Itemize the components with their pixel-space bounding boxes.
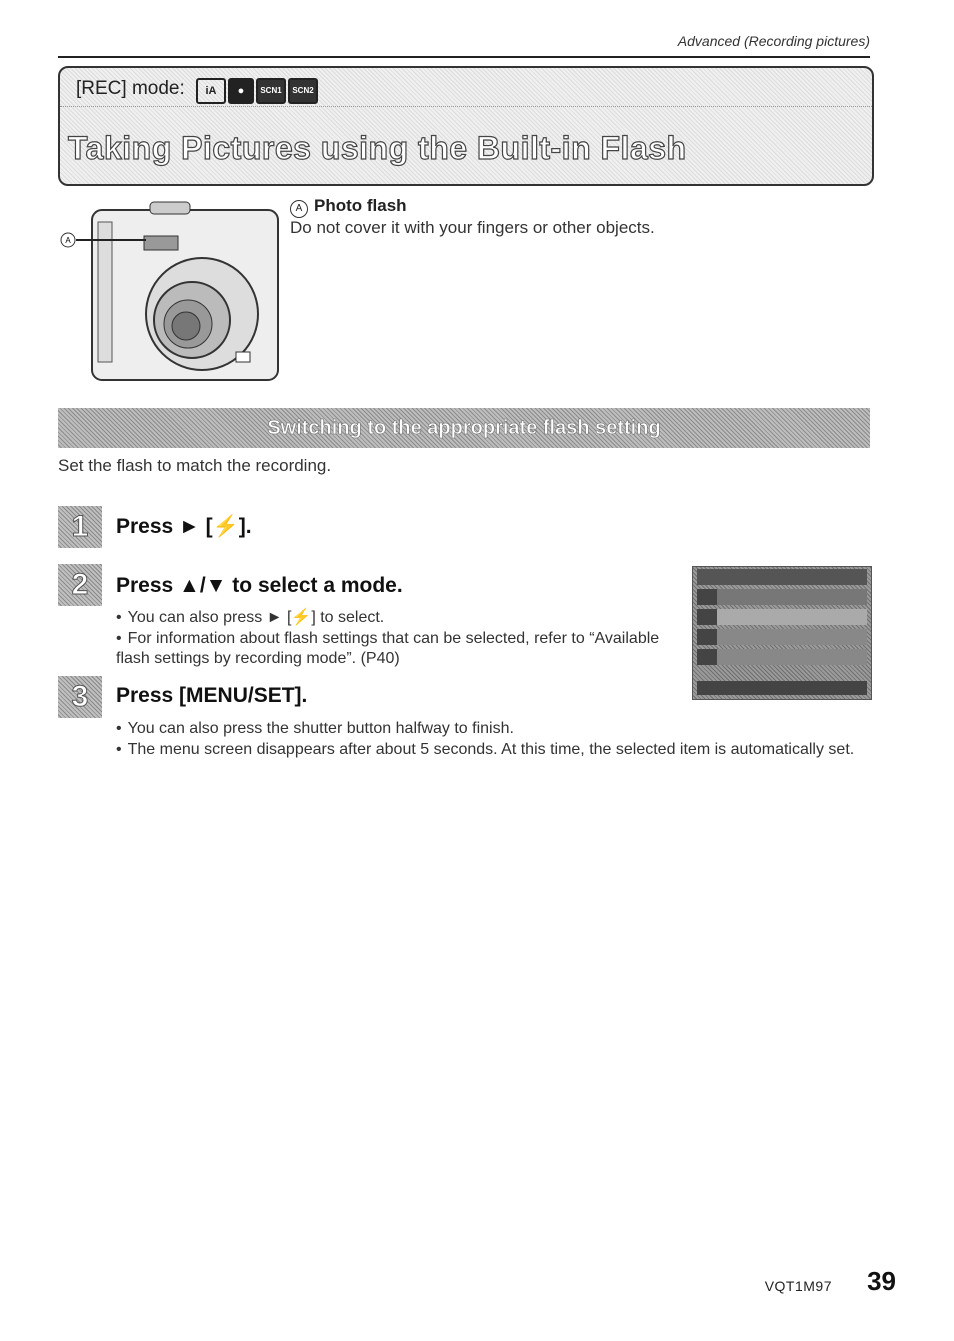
screen-row-2 (697, 609, 867, 625)
step-title-1: Press ► [⚡]. (116, 515, 252, 538)
normal-picture-icon: ● (228, 78, 254, 104)
flash-forced-on-icon (697, 629, 717, 645)
section-header: Advanced (Recording pictures) (677, 33, 870, 49)
screen-row-title (697, 569, 867, 585)
marker-a: A (65, 236, 71, 245)
step-title-2: Press ▲/▼ to select a mode. (116, 574, 403, 597)
header-rule (58, 56, 870, 58)
section-banner: Switching to the appropriate flash setting (58, 408, 870, 448)
step2-bullet-1: • You can also press ► [⚡] to select. (116, 608, 676, 628)
screen-row-4 (697, 649, 867, 665)
step3-bullet-1: • You can also press the shutter button halfway to finish. (116, 719, 876, 739)
step3-bullet-2: • The menu screen disappears after about 5 seconds. At this time, the selected item is automatically set. (116, 740, 876, 760)
scene2-icon: SCN2 (288, 78, 318, 104)
flash-redeye-icon (697, 609, 717, 625)
lcd-menu-screenshot (692, 566, 872, 700)
intro-text: Set the flash to match the recording. (58, 456, 332, 475)
screen-footer (697, 681, 867, 695)
flash-auto-icon (697, 589, 717, 605)
figure-note: Do not cover it with your fingers or other objects. (290, 218, 655, 237)
scene1-icon: SCN1 (256, 78, 286, 104)
screen-row-3 (697, 629, 867, 645)
rec-mode-icons (196, 78, 318, 104)
step2-bullet-2: • For information about flash settings that can be selected, refer to “Available flash settings by recording mode”. (P40) (116, 629, 676, 669)
rec-mode-label: [REC] mode: (76, 78, 185, 99)
model-code: VQT1M97 (764, 1278, 832, 1294)
page-number: 39 (867, 1266, 896, 1296)
screen-row-1 (697, 589, 867, 605)
marker-a-label: A (290, 200, 308, 218)
step-number-1: 1 (58, 506, 102, 548)
camera-illustration (58, 196, 284, 386)
intelligent-auto-icon: iA (196, 78, 226, 104)
step-title-3: Press [MENU/SET]. (116, 684, 308, 707)
page-title: Taking Pictures using the Built-in Flash (68, 130, 687, 166)
flash-forced-off-icon (697, 649, 717, 665)
step-number-3: 3 (58, 676, 102, 718)
figure-label (290, 196, 407, 218)
step-number-2: 2 (58, 564, 102, 606)
photo-flash-label: Photo flash (314, 196, 407, 215)
